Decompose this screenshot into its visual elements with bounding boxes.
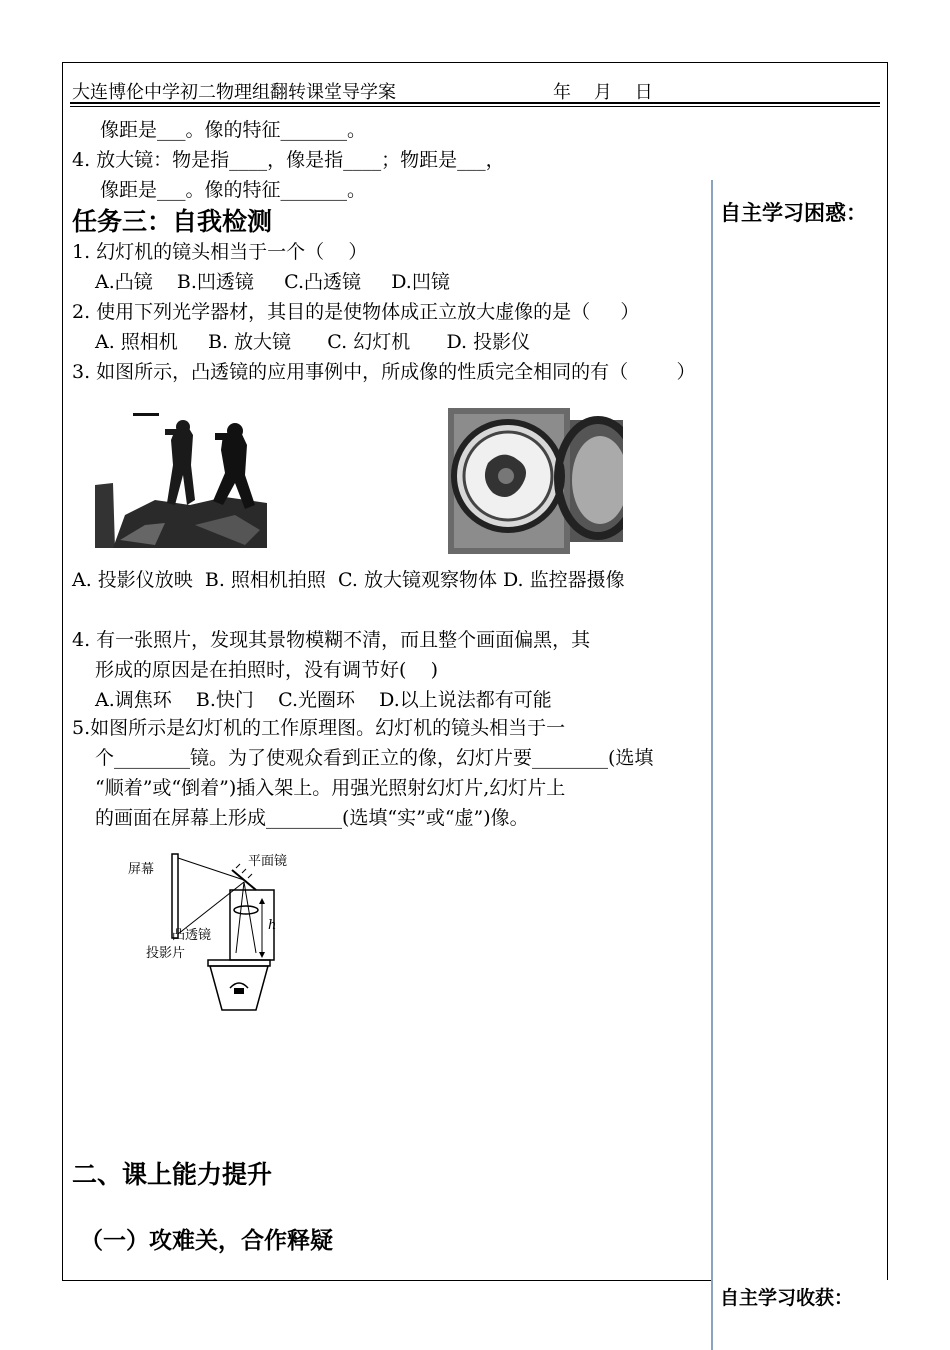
- task3-title: 任务三：自我检测: [72, 207, 273, 236]
- page-frame-left: [62, 62, 63, 1280]
- question-5-line3: “顺着”或“倒着”)插入架上。用强光照射幻灯片,幻灯片上: [95, 777, 566, 799]
- header-rule-thin: [70, 106, 880, 107]
- label-h: h: [268, 918, 277, 933]
- question-3: 3. 如图所示，凸透镜的应用事例中，所成像的性质完全相同的有（ ）: [72, 361, 696, 383]
- question-4-line1: 4. 有一张照片，发现其景物模糊不清，而且整个画面偏黑，其: [72, 629, 591, 651]
- question-5-line4: 的画面在屏幕上形成________(选填“实”或“虚”)像。: [95, 807, 529, 829]
- label-lens: 凸透镜: [172, 928, 212, 943]
- column-divider: [711, 180, 713, 1350]
- line-magnifier: 4. 放大镜：物是指____，像是指____；物距是___，: [72, 149, 505, 171]
- question-3-options: A. 投影仪放映 B. 照相机拍照 C. 放大镜观察物体 D. 监控器摄像: [72, 569, 625, 591]
- section2-title: 二、课上能力提升: [72, 1160, 273, 1189]
- sidebar-gains-heading: 自主学习收获：: [720, 1287, 854, 1309]
- sidebar-doubts-heading: 自主学习困惑：: [720, 201, 867, 225]
- label-slide: 投影片: [146, 946, 186, 961]
- page-frame-bottom: [62, 1280, 712, 1281]
- school-header: 大连博伦中学初二物理组翻转课堂导学案: [72, 82, 396, 103]
- question-2-options: A. 照相机 B. 放大镜 C. 幻灯机 D. 投影仪: [95, 331, 531, 353]
- label-screen: 屏幕: [128, 862, 155, 877]
- question-5-line2: 个________镜。为了使观众看到正立的像，幻灯片要________(选填: [95, 747, 654, 769]
- question-5-line1: 5.如图所示是幻灯机的工作原理图。幻灯机的镜头相当于一: [72, 717, 566, 739]
- line-image-distance-2: 像距是___。像的特征_______。: [100, 179, 367, 201]
- projector-diagram: [128, 848, 308, 1018]
- line-image-distance-1: 像距是___。像的特征_______。: [100, 119, 367, 141]
- label-mirror: 平面镜: [248, 854, 288, 869]
- page-frame-top: [62, 62, 888, 63]
- question-2: 2. 使用下列光学器材，其目的是使物体成正立放大虚像的是（ ）: [72, 301, 640, 323]
- photographers-photo: [95, 405, 267, 548]
- page-frame-right: [887, 62, 888, 1280]
- question-4-options: A.调焦环 B.快门 C.光圈环 D.以上说法都有可能: [95, 689, 552, 711]
- magnifier-photo: [448, 408, 634, 554]
- question-1-options: A.凸镜 B.凹透镜 C.凸透镜 D.凹镜: [95, 271, 450, 293]
- header-date: 年 月 日: [553, 82, 653, 103]
- question-1: 1. 幻灯机的镜头相当于一个（ ）: [72, 241, 368, 263]
- section2-subtitle: （一）攻难关，合作释疑: [80, 1228, 333, 1254]
- question-4-line2: 形成的原因是在拍照时，没有调节好( ): [95, 659, 438, 681]
